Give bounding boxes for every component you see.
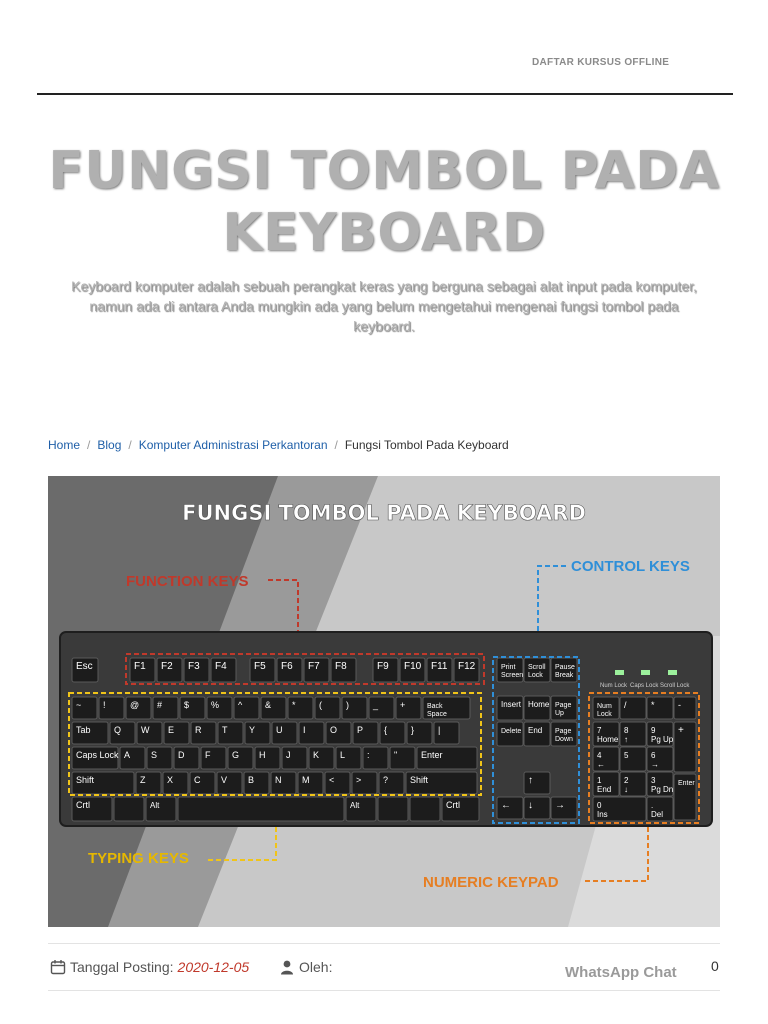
svg-text:Pg Up: Pg Up: [651, 735, 674, 744]
svg-text:Tab: Tab: [76, 725, 91, 735]
key-q-row: [191, 722, 216, 744]
post-author-label: Oleh:: [299, 959, 333, 975]
breadcrumb-separator: /: [128, 438, 132, 452]
key-f7: [304, 658, 329, 682]
svg-text:F10: F10: [404, 661, 422, 672]
svg-text:!: !: [103, 700, 106, 710]
key-a-row: [228, 747, 253, 769]
key-f5: [250, 658, 275, 682]
svg-text:Home: Home: [597, 735, 619, 744]
svg-text:Enter: Enter: [421, 750, 443, 760]
svg-text:": ": [394, 750, 398, 760]
key-a-row: [282, 747, 307, 769]
key-numpad-7: [593, 722, 619, 746]
key-z-row: [271, 772, 296, 794]
svg-text:Break: Break: [555, 672, 574, 679]
svg-text:{: {: [384, 725, 388, 735]
svg-text:Alt: Alt: [150, 801, 160, 810]
svg-text:M: M: [302, 775, 310, 785]
key-num-lock: [593, 697, 619, 719]
key-q-row: [299, 722, 324, 744]
breadcrumb-home[interactable]: Home: [48, 438, 81, 452]
svg-text:T: T: [222, 725, 228, 735]
key-number-row: [369, 697, 394, 719]
key-spacebar: [178, 797, 344, 821]
key-alt-left: [146, 797, 176, 821]
svg-text:L: L: [340, 750, 346, 760]
svg-text:End: End: [528, 726, 543, 735]
svg-text:_: _: [373, 700, 379, 710]
key-f6: [277, 658, 302, 682]
svg-text:→: →: [555, 800, 565, 811]
svg-text:F2: F2: [161, 661, 173, 672]
svg-text:@: @: [130, 700, 140, 710]
svg-text:~: ~: [76, 700, 82, 710]
svg-text:6: 6: [651, 751, 656, 760]
svg-text:↑: ↑: [624, 735, 628, 744]
indicator-light: [641, 670, 650, 675]
svg-text:4: 4: [597, 751, 602, 760]
svg-text:F12: F12: [458, 661, 476, 672]
svg-text:S: S: [151, 750, 158, 760]
typing-keys-label: TYPING KEYS: [88, 850, 189, 867]
key-number-row: [99, 697, 124, 719]
svg-text:E: E: [168, 725, 175, 735]
numeric-keypad-label: NUMERIC KEYPAD: [423, 874, 559, 891]
key-numpad-2: [620, 772, 646, 796]
key-print-screen: [497, 658, 523, 682]
page-title-line-2: KEYBOARD: [222, 203, 546, 263]
svg-text:Crtl: Crtl: [76, 800, 90, 810]
svg-text:Print: Print: [501, 664, 516, 671]
svg-text:Up: Up: [555, 710, 564, 717]
svg-text:-: -: [678, 700, 681, 710]
svg-text:Pause: Pause: [555, 664, 575, 671]
svg-text:V: V: [221, 775, 228, 785]
svg-text:Page: Page: [555, 728, 572, 735]
key-enter: [417, 747, 477, 769]
whatsapp-chat-count: 0: [711, 958, 719, 974]
svg-text:↓: ↓: [624, 785, 628, 794]
key-a-row: [336, 747, 361, 769]
key-a-row: [147, 747, 172, 769]
key-f10: [400, 658, 425, 682]
key-f2: [157, 658, 182, 682]
key-a-row: [120, 747, 145, 769]
key-ctrl-right: [442, 797, 479, 821]
svg-text:5: 5: [624, 751, 629, 760]
svg-text:3: 3: [651, 776, 656, 785]
key-q-row: [326, 722, 351, 744]
svg-text:N: N: [275, 775, 282, 785]
key-number-row: [180, 697, 205, 719]
key-q-row: [434, 722, 459, 744]
svg-text:Down: Down: [555, 736, 573, 743]
figure-title: FUNGSI TOMBOL PADA KEYBOARD: [182, 501, 586, 525]
key-end: [524, 722, 550, 746]
key-q-row: [272, 722, 297, 744]
svg-text:*: *: [292, 700, 296, 710]
svg-text:End: End: [597, 785, 612, 794]
svg-text:←: ←: [597, 760, 605, 769]
arrow-right-icon: [551, 797, 577, 819]
svg-text:Num: Num: [597, 703, 612, 710]
breadcrumb-category[interactable]: Komputer Administrasi Perkantoran: [138, 438, 328, 452]
breadcrumb: [48, 438, 509, 452]
key-number-row: [234, 697, 259, 719]
svg-text:Shift: Shift: [410, 775, 429, 785]
key-z-row: [379, 772, 404, 794]
windows-key-icon: [114, 797, 144, 821]
key-page-up: [551, 696, 577, 720]
svg-text:Screen: Screen: [501, 672, 524, 679]
key-z-row: [163, 772, 188, 794]
key-ctrl-left: [72, 797, 112, 821]
key-numpad-8: [620, 722, 646, 746]
key-q-row: [380, 722, 405, 744]
arrow-up-icon: [524, 772, 550, 794]
svg-text:F11: F11: [431, 661, 448, 672]
key-insert: [497, 696, 523, 720]
svg-text:1: 1: [597, 776, 602, 785]
svg-text:Space: Space: [427, 711, 447, 718]
key-a-row: [309, 747, 334, 769]
key-f9: [373, 658, 398, 682]
key-numpad-4: [593, 747, 619, 771]
key-backspace: [423, 697, 470, 719]
post-date-label: Tanggal Posting:: [70, 959, 174, 975]
svg-text:Insert: Insert: [501, 700, 522, 709]
arrow-left-icon: [497, 797, 523, 819]
svg-text:B: B: [248, 775, 255, 785]
post-author: [280, 959, 332, 975]
key-q-row: [137, 722, 162, 744]
breadcrumb-blog[interactable]: Blog: [97, 438, 122, 452]
svg-text:7: 7: [597, 726, 602, 735]
svg-text:(: (: [319, 700, 322, 710]
svg-text:X: X: [167, 775, 174, 785]
key-a-row: [201, 747, 226, 769]
svg-text:F9: F9: [377, 661, 389, 672]
svg-text:D: D: [178, 750, 185, 760]
svg-text:Esc: Esc: [76, 661, 93, 672]
control-keys-label: CONTROL KEYS: [571, 558, 690, 575]
post-date: [50, 959, 249, 975]
svg-text:&: &: [265, 700, 272, 710]
key-q-row: [164, 722, 189, 744]
post-date-value: 2020-12-05: [177, 959, 250, 975]
svg-text:|: |: [438, 725, 441, 735]
breadcrumb-current: Fungsi Tombol Pada Keyboard: [344, 438, 509, 452]
svg-text:F: F: [205, 750, 211, 760]
svg-text:I: I: [303, 725, 306, 735]
key-f3: [184, 658, 209, 682]
svg-text:O: O: [330, 725, 338, 735]
svg-text:?: ?: [383, 775, 389, 785]
svg-text:F5: F5: [254, 661, 266, 672]
svg-text:F1: F1: [134, 661, 146, 672]
svg-text:←: ←: [501, 800, 511, 811]
key-alt-right: [346, 797, 376, 821]
svg-text:9: 9: [651, 726, 656, 735]
key-q-row: [245, 722, 270, 744]
svg-text:Enter: Enter: [678, 780, 695, 787]
svg-text:F3: F3: [188, 661, 200, 672]
indicator-label: Scroll Lock: [660, 683, 690, 689]
key-numpad-multiply: [647, 697, 673, 719]
key-number-row: [153, 697, 178, 719]
svg-text:^: ^: [238, 700, 243, 710]
svg-text:P: P: [357, 725, 364, 735]
svg-text:Back: Back: [427, 703, 443, 710]
svg-text:U: U: [276, 725, 283, 735]
svg-text:R: R: [195, 725, 202, 735]
user-icon: [280, 960, 294, 975]
key-numpad-9: [647, 722, 674, 746]
svg-text:2: 2: [624, 776, 629, 785]
svg-text:Delete: Delete: [501, 728, 522, 735]
key-delete: [497, 722, 523, 746]
key-z-row: [217, 772, 242, 794]
key-number-row: [342, 697, 367, 719]
page-description: Keyboard komputer adalah sebuah perangkat keras yang berguna sebagai alat input pada komputer, namun ada di antara Anda mungkin ada yang belum mengetahui mengenai fungsi tombol pada keyboard.: [71, 278, 697, 334]
key-caps-lock: [72, 747, 119, 769]
svg-text:↑: ↑: [528, 775, 533, 786]
windows-key-icon: [378, 797, 408, 821]
svg-text:/: /: [624, 700, 627, 710]
header-divider: [37, 93, 733, 95]
key-z-row: [325, 772, 350, 794]
whatsapp-chat-button[interactable]: WhatsApp Chat: [565, 964, 677, 981]
key-z-row: [244, 772, 269, 794]
key-number-row: [261, 697, 286, 719]
keyboard-illustration: [48, 476, 720, 927]
key-a-row: [363, 747, 388, 769]
key-numpad-5: [620, 747, 646, 771]
key-pause-break: [551, 658, 577, 682]
svg-text:W: W: [141, 725, 150, 735]
svg-text:>: >: [356, 775, 362, 785]
key-home: [524, 696, 550, 720]
svg-text:K: K: [313, 750, 320, 760]
key-numpad-divide: [620, 697, 646, 719]
svg-text:Del: Del: [651, 810, 664, 819]
key-z-row: [298, 772, 323, 794]
key-shift-right: [406, 772, 477, 794]
svg-text:J: J: [286, 750, 291, 760]
svg-text:F7: F7: [308, 661, 320, 672]
svg-text:Page: Page: [555, 702, 572, 709]
svg-text:*: *: [651, 700, 655, 710]
svg-text:Pg Dn: Pg Dn: [651, 785, 674, 794]
key-numpad-3: [647, 772, 673, 796]
svg-text:Scroll: Scroll: [528, 664, 546, 671]
key-numpad-1: [593, 772, 619, 796]
key-f8: [331, 658, 356, 682]
key-esc: [72, 658, 98, 682]
svg-text:H: H: [259, 750, 266, 760]
key-z-row: [136, 772, 161, 794]
svg-text:↓: ↓: [528, 800, 533, 811]
svg-text:8: 8: [624, 726, 629, 735]
svg-text:): ): [346, 700, 349, 710]
key-z-row: [190, 772, 215, 794]
svg-text:<: <: [329, 775, 335, 785]
key-number-row: [288, 697, 313, 719]
key-numpad-6: [647, 747, 673, 771]
svg-text:→: →: [651, 760, 659, 769]
svg-text:F6: F6: [281, 661, 293, 672]
keyboard-infographic: [48, 476, 720, 927]
svg-text:Home: Home: [528, 700, 550, 709]
svg-text:$: $: [184, 700, 190, 710]
key-f11: [427, 658, 452, 682]
svg-text:F4: F4: [215, 661, 227, 672]
indicator-label: Caps Lock: [630, 683, 659, 689]
key-number-row: [126, 697, 151, 719]
svg-text:Alt: Alt: [350, 801, 360, 810]
svg-text:0: 0: [597, 801, 602, 810]
svg-text:Y: Y: [249, 725, 256, 735]
key-numpad-plus: [674, 722, 696, 772]
key-a-row: [390, 747, 415, 769]
svg-text:}: }: [411, 725, 415, 735]
key-page-down: [551, 722, 577, 746]
key-f12: [454, 658, 479, 682]
svg-text:%: %: [211, 700, 220, 710]
key-number-row: [72, 697, 97, 719]
breadcrumb-separator: /: [334, 438, 338, 452]
svg-text:+: +: [678, 725, 684, 736]
svg-text:C: C: [194, 775, 201, 785]
svg-text:Z: Z: [140, 775, 146, 785]
key-number-row: [315, 697, 340, 719]
page-title-line-1: FUNGSI TOMBOL PADA: [48, 141, 720, 201]
svg-text:Lock: Lock: [528, 672, 543, 679]
svg-text:Crtl: Crtl: [446, 800, 460, 810]
svg-text:#: #: [157, 700, 163, 710]
key-a-row: [255, 747, 280, 769]
key-number-row: [207, 697, 232, 719]
key-q-row: [110, 722, 135, 744]
key-numpad-0: [593, 797, 646, 821]
svg-text:Ins: Ins: [597, 810, 608, 819]
key-f1: [130, 658, 155, 682]
calendar-icon: [50, 959, 66, 975]
svg-text:Q: Q: [114, 725, 122, 735]
key-q-row: [218, 722, 243, 744]
page-title: [0, 140, 768, 264]
key-numpad-minus: [674, 697, 696, 719]
menu-key-icon: [410, 797, 440, 821]
svg-text:Shift: Shift: [76, 775, 95, 785]
key-q-row: [353, 722, 378, 744]
function-keys-label: FUNCTION KEYS: [126, 573, 249, 590]
key-numpad-dot: [647, 797, 673, 821]
key-a-row: [174, 747, 199, 769]
svg-text:A: A: [124, 750, 131, 760]
nav-item-daftar-kursus-offline[interactable]: DAFTAR KURSUS OFFLINE: [532, 57, 670, 68]
key-scroll-lock: [524, 658, 550, 682]
arrow-down-icon: [524, 797, 550, 819]
svg-text::: :: [367, 750, 370, 760]
top-nav: [532, 57, 669, 68]
breadcrumb-separator: /: [87, 438, 91, 452]
key-z-row: [352, 772, 377, 794]
key-f4: [211, 658, 236, 682]
indicator-light: [615, 670, 624, 675]
svg-text:Caps Lock: Caps Lock: [76, 750, 119, 760]
svg-text:F8: F8: [335, 661, 347, 672]
svg-text:.: .: [651, 801, 654, 810]
key-tab: [72, 722, 108, 744]
key-number-row: [396, 697, 421, 719]
indicator-light: [668, 670, 677, 675]
key-shift-left: [72, 772, 134, 794]
key-q-row: [407, 722, 432, 744]
svg-text:+: +: [400, 700, 406, 710]
key-numpad-enter: [674, 774, 696, 820]
svg-text:Lock: Lock: [597, 711, 612, 718]
svg-text:G: G: [232, 750, 240, 760]
indicator-label: Num Lock: [600, 683, 628, 689]
